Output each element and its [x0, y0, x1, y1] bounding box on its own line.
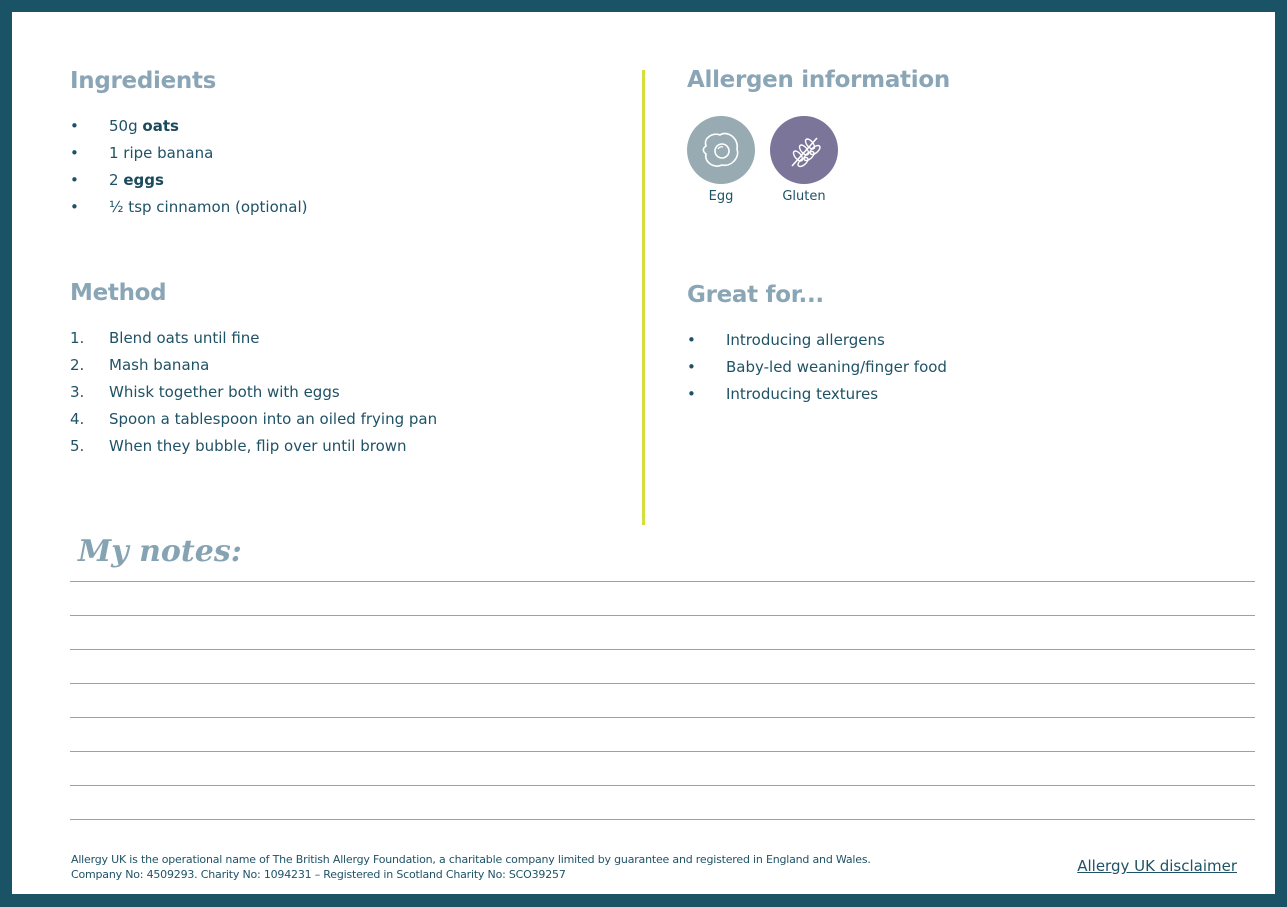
allergen-gluten: Gluten: [769, 116, 839, 204]
note-line[interactable]: [70, 683, 1255, 684]
note-line[interactable]: [70, 717, 1255, 718]
great-for-heading: Great for...: [687, 282, 824, 308]
note-line[interactable]: [70, 581, 1255, 582]
egg-icon: [687, 116, 755, 184]
wheat-icon: [770, 116, 838, 184]
disclaimer-link[interactable]: Allergy UK disclaimer: [1077, 857, 1237, 875]
recipe-card: Ingredients • 50g oats • 1 ripe banana • 2 eggs • ½ tsp cinnamon (optional) Method 1. Blend oats until fine 2. Mash banana 3. Whisk together both with eggs 4. Spoon a tablespoon into an oiled frying pan 5. When they bubble, flip over until brown Allergen information Egg Gluten Great for... • Introducing allergens • Baby-led weaning/finger food • Introducing textures My notes: Allergy UK is the operational name of The British Allergy Foundation, a charitable company limited by guarantee and registered in England and Wales. Company No: 4509293. Charity No: 1094231 – Registered in Scotland Charity No: SCO39257 Allergy UK disclaimer: [12, 12, 1275, 894]
column-divider: [642, 70, 645, 525]
note-line[interactable]: [70, 785, 1255, 786]
legal-notice: Allergy UK is the operational name of The British Allergy Foundation, a charitable company limited by guarantee and registered in England and Wales. Company No: 4509293. Charity No: 1094231 – Registered in Scotland Charity No: SCO39257: [71, 853, 871, 881]
ingredients-heading: Ingredients: [70, 68, 217, 94]
allergen-heading: Allergen information: [687, 67, 950, 93]
note-line[interactable]: [70, 649, 1255, 650]
note-line[interactable]: [70, 751, 1255, 752]
note-line[interactable]: [70, 819, 1255, 820]
method-heading: Method: [70, 280, 167, 306]
notes-heading: My notes:: [78, 534, 242, 569]
note-line[interactable]: [70, 615, 1255, 616]
allergen-egg: Egg: [686, 116, 756, 204]
